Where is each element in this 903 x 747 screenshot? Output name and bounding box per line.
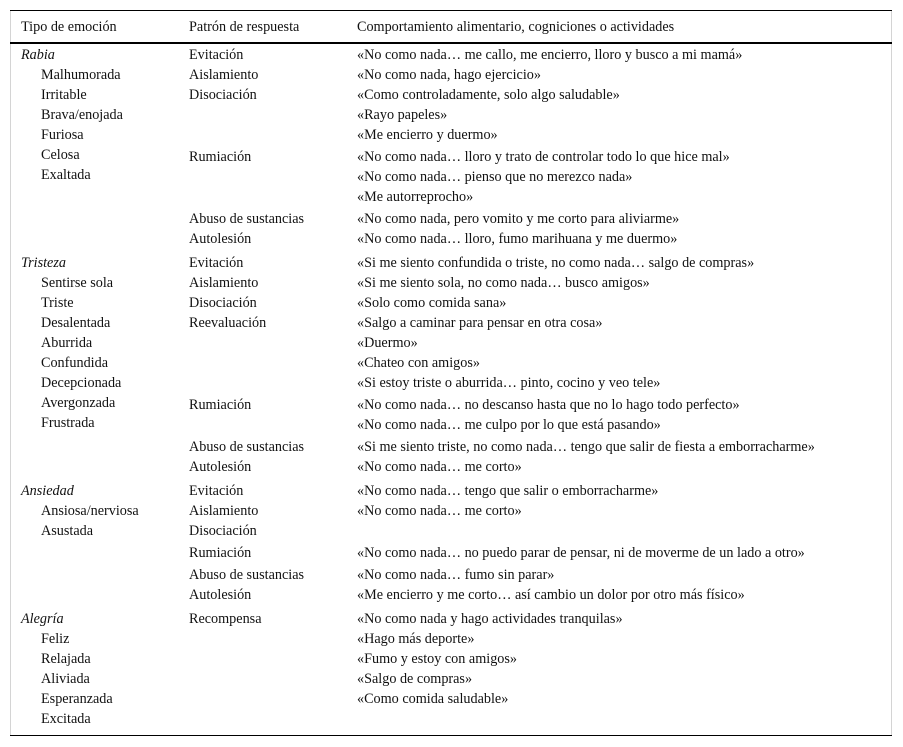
pattern: Reevaluación (189, 315, 267, 331)
pattern: Aislamiento (189, 275, 259, 291)
behavior: «Si me siento confundida o triste, no como nada… salgo de compras» (357, 255, 755, 271)
behavior: «Como comida saludable» (357, 691, 509, 707)
behavior: «No como nada, pero vomito y me corto para aliviarme» (357, 211, 680, 227)
behavior: «No como nada… lloro, fumo marihuana y me duermo» (357, 231, 678, 247)
behavior: «Si me siento sola, no como nada… busco amigos» (357, 275, 650, 291)
pattern: Autolesión (189, 587, 252, 603)
behavior: «Chateo con amigos» (357, 355, 480, 371)
behavior: «No como nada… me corto» (357, 459, 522, 475)
subtype: Esperanzada (41, 691, 113, 707)
behavior: «Me autorreprocho» (357, 189, 474, 205)
pattern: Autolesión (189, 231, 252, 247)
subtype: Feliz (41, 631, 70, 647)
subtype: Furiosa (41, 127, 84, 143)
table-bottom-rule (10, 735, 892, 736)
subtype: Decepcionada (41, 375, 122, 391)
emotion-alegria: Alegría (21, 611, 64, 627)
behavior: «No como nada… me corto» (357, 503, 522, 519)
behavior: «Duermo» (357, 335, 418, 351)
behavior: «Si me siento triste, no como nada… tengo que salir de fiesta a emborracharme» (357, 439, 815, 455)
pattern: Abuso de sustancias (189, 439, 305, 455)
subtype: Avergonzada (41, 395, 116, 411)
subtype: Malhumorada (41, 67, 121, 83)
behavior: «No como nada y hago actividades tranquilas» (357, 611, 623, 627)
behavior: «Salgo a caminar para pensar en otra cosa» (357, 315, 603, 331)
pattern: Abuso de sustancias (189, 567, 305, 583)
emotion-rabia: Rabia (21, 47, 55, 63)
pattern: Evitación (189, 255, 244, 271)
pattern: Evitación (189, 47, 244, 63)
subtype: Brava/enojada (41, 107, 123, 123)
subtype: Celosa (41, 147, 80, 163)
behavior: «Me encierro y duermo» (357, 127, 498, 143)
pattern: Autolesión (189, 459, 252, 475)
pattern: Aislamiento (189, 503, 259, 519)
pattern: Abuso de sustancias (189, 211, 305, 227)
emotion-tristeza: Tristeza (21, 255, 66, 271)
table-top-rule (10, 10, 892, 11)
pattern: Rumiación (189, 545, 252, 561)
subtype: Excitada (41, 711, 91, 727)
behavior: «Salgo de compras» (357, 671, 473, 687)
table-frame (10, 10, 892, 736)
behavior: «No como nada… no puedo parar de pensar, ni de moverme de un lado a otro» (357, 545, 805, 561)
behavior: «Me encierro y me corto… así cambio un dolor por otro más físico» (357, 587, 745, 603)
header-response-pattern: Patrón de respuesta (189, 19, 300, 35)
table-header-rule (10, 42, 892, 44)
behavior: «No como nada… fumo sin parar» (357, 567, 555, 583)
behavior: «No como nada… tengo que salir o emborracharme» (357, 483, 659, 499)
subtype: Desalentada (41, 315, 111, 331)
behavior: «No como nada… me callo, me encierro, lloro y busco a mi mamá» (357, 47, 743, 63)
pattern: Disociación (189, 295, 257, 311)
header-behavior: Comportamiento alimentario, cogniciones o actividades (357, 19, 675, 35)
subtype: Triste (41, 295, 74, 311)
subtype: Exaltada (41, 167, 91, 183)
pattern: Aislamiento (189, 67, 259, 83)
behavior: «Fumo y estoy con amigos» (357, 651, 517, 667)
behavior: «No como nada… me culpo por lo que está pasando» (357, 417, 661, 433)
subtype: Aburrida (41, 335, 93, 351)
pattern: Evitación (189, 483, 244, 499)
subtype: Sentirse sola (41, 275, 114, 291)
pattern: Rumiación (189, 149, 252, 165)
subtype: Ansiosa/nerviosa (41, 503, 139, 519)
behavior: «No como nada… lloro y trato de controlar todo lo que hice mal» (357, 149, 730, 165)
subtype: Irritable (41, 87, 87, 103)
behavior: «No como nada, hago ejercicio» (357, 67, 541, 83)
pattern: Disociación (189, 87, 257, 103)
subtype: Relajada (41, 651, 91, 667)
subtype: Frustrada (41, 415, 95, 431)
behavior: «Rayo papeles» (357, 107, 448, 123)
subtype: Confundida (41, 355, 108, 371)
behavior: «No como nada… pienso que no merezco nada» (357, 169, 633, 185)
pattern: Disociación (189, 523, 257, 539)
header-emotion-type: Tipo de emoción (21, 19, 117, 35)
behavior: «Hago más deporte» (357, 631, 475, 647)
emotion-ansiedad: Ansiedad (21, 483, 74, 499)
subtype: Aliviada (41, 671, 90, 687)
behavior: «Solo como comida sana» (357, 295, 507, 311)
behavior: «No como nada… no descanso hasta que no lo hago todo perfecto» (357, 397, 740, 413)
pattern: Recompensa (189, 611, 262, 627)
behavior: «Como controladamente, solo algo saludable» (357, 87, 620, 103)
pattern: Rumiación (189, 397, 252, 413)
subtype: Asustada (41, 523, 94, 539)
behavior: «Si estoy triste o aburrida… pinto, cocino y veo tele» (357, 375, 661, 391)
